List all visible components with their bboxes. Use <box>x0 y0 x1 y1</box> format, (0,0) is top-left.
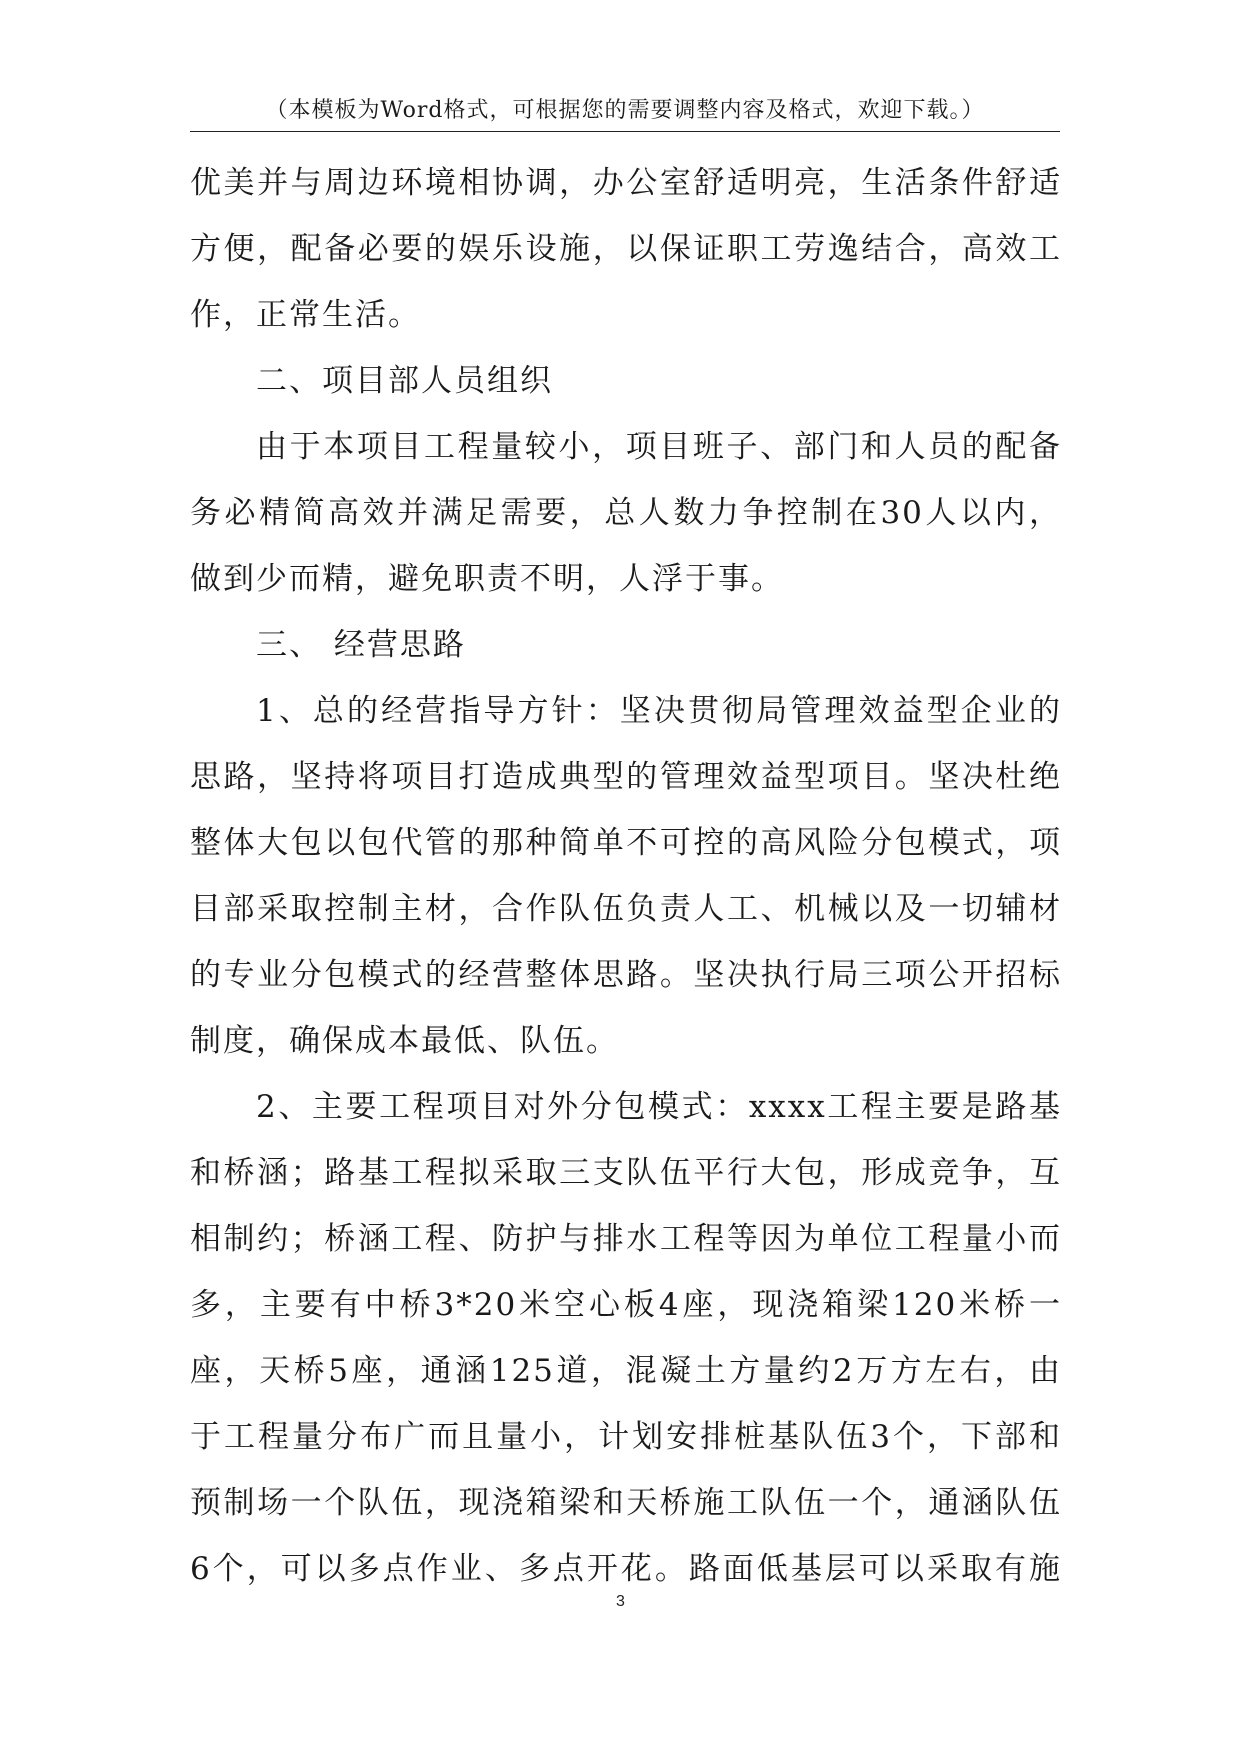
header-note: （本模板为Word格式，可根据您的需要调整内容及格式，欢迎下载。） <box>265 98 985 123</box>
body-line: 相制约；桥涵工程、防护与排水工程等因为单位工程量小而 <box>190 1221 1062 1257</box>
body-line: 的专业分包模式的经营整体思路。坚决执行局三项公开招标 <box>190 957 1062 993</box>
body-line: 务必精简高效并满足需要，总人数力争控制在30人以内， <box>190 495 1062 531</box>
body-line: 2、主要工程项目对外分包模式：xxxx工程主要是路基 <box>256 1089 1062 1125</box>
body-line: 方便，配备必要的娱乐设施，以保证职工劳逸结合，高效工 <box>190 231 1062 267</box>
body-line: 思路，坚持将项目打造成典型的管理效益型项目。坚决杜绝 <box>190 759 1062 795</box>
body-line: 和桥涵；路基工程拟采取三支队伍平行大包，形成竞争，互 <box>190 1155 1062 1191</box>
section-heading: 二、项目部人员组织 <box>256 363 553 399</box>
body-line: 优美并与周边环境相协调，办公室舒适明亮，生活条件舒适 <box>190 165 1062 201</box>
document-body <box>190 150 1062 1602</box>
body-line: 由于本项目工程量较小，项目班子、部门和人员的配备 <box>256 429 1062 465</box>
body-line: 6个，可以多点作业、多点开花。路面低基层可以采取有施 <box>190 1551 1062 1587</box>
body-line: 目部采取控制主材，合作队伍负责人工、机械以及一切辅材 <box>190 891 1062 927</box>
body-line: 制度，确保成本最低、队伍。 <box>190 1023 619 1059</box>
body-line: 多，主要有中桥3*20米空心板4座，现浇箱梁120米桥一 <box>190 1287 1062 1323</box>
body-line: 预制场一个队伍，现浇箱梁和天桥施工队伍一个，通涵队伍 <box>190 1485 1062 1521</box>
body-line: 做到少而精，避免职责不明，人浮于事。 <box>190 561 784 597</box>
section-heading: 三、 经营思路 <box>256 627 466 663</box>
body-line: 整体大包以包代管的那种简单不可控的高风险分包模式，项 <box>190 825 1062 861</box>
body-line: 1、总的经营指导方针：坚决贯彻局管理效益型企业的 <box>256 693 1062 729</box>
body-line: 座，天桥5座，通涵125道，混凝土方量约2万方左右，由 <box>190 1353 1062 1389</box>
body-line: 作，正常生活。 <box>190 297 421 333</box>
header-divider <box>190 131 1060 132</box>
body-line: 于工程量分布广而且量小，计划安排桩基队伍3个，下部和 <box>190 1419 1062 1455</box>
page-number: 3 <box>616 1593 625 1610</box>
